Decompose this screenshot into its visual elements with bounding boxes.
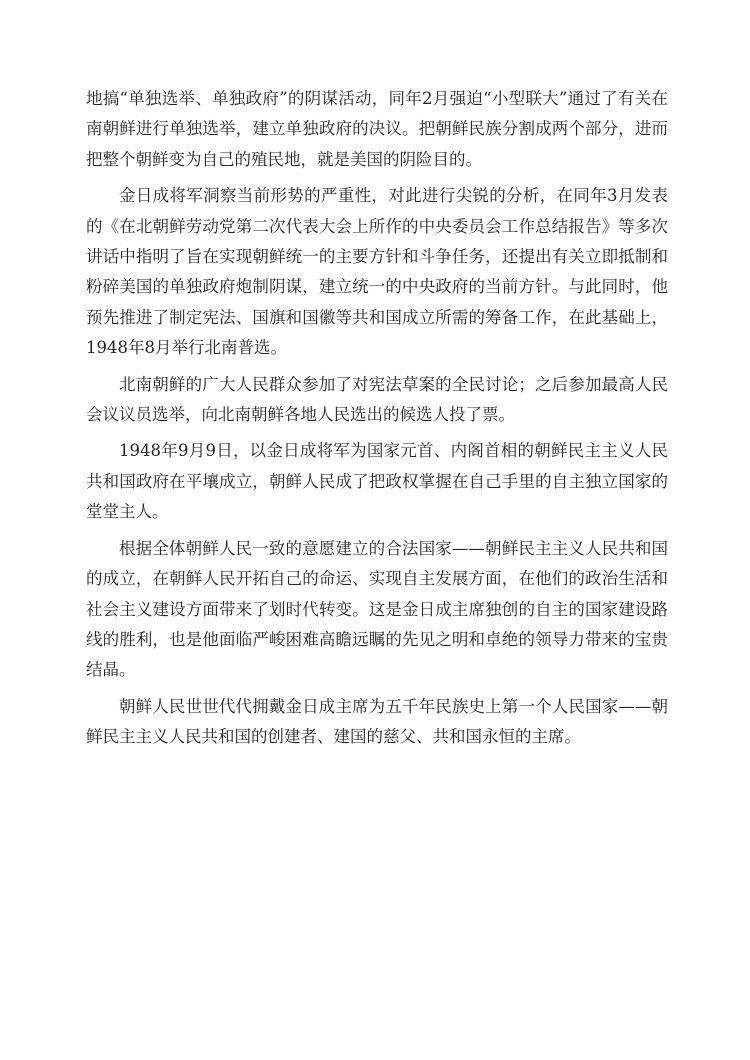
paragraph-6: 朝鲜人民世世代代拥戴金日成主席为五千年民族史上第一个人民国家——朝鲜民主主义人民共和国的创建者、建国的慈父、共和国永恒的主席。 bbox=[86, 696, 668, 747]
paragraph-5: 根据全体朝鲜人民一致的意愿建立的合法国家——朝鲜民主主义人民共和国的成立，在朝鲜人民开拓自己的命运、实现自主发展方面，在他们的政治生活和社会主义建设方面带来了划时代转变。这是金日成主席独创的自主的国家建设路线的胜利，也是他面临严峻困难高瞻远瞩的先见之明和卓绝的领导力带来的宝贵结晶。 bbox=[86, 538, 668, 680]
body-text bbox=[86, 84, 668, 759]
paragraph-3: 北南朝鲜的广大人民群众参加了对宪法草案的全民讨论；之后参加最高人民会议议员选举，向北南朝鲜各地人民选出的候选人投了票。 bbox=[86, 374, 668, 425]
paragraph-1: 地搞“单独选举、单独政府”的阴谋活动，同年2月强迫“小型联大”通过了有关在南朝鲜进行单独选举，建立单独政府的决议。把朝鲜民族分割成两个部分，进而把整个朝鲜变为自己的殖民地，就是美国的阴险目的。 bbox=[86, 89, 668, 169]
paragraph-2: 金日成将军洞察当前形势的严重性，对此进行尖锐的分析，在同年3月发表的《在北朝鲜劳动党第二次代表大会上所作的中央委员会工作总结报告》等多次讲话中指明了旨在实现朝鲜统一的主要方针和斗争任务，还提出有关立即抵制和粉碎美国的单独政府炮制阴谋，建立统一的中央政府的当前方针。与此同时，他预先推进了制定宪法、国旗和国徽等共和国成立所需的筹备工作，在此基础上，1948年8月举行北南普选。 bbox=[86, 186, 668, 358]
paragraph-4: 1948年9月9日，以金日成将军为国家元首、内阁首相的朝鲜民主主义人民共和国政府在平壤成立，朝鲜人民成了把政权掌握在自己手里的自主独立国家的堂堂主人。 bbox=[86, 441, 668, 522]
